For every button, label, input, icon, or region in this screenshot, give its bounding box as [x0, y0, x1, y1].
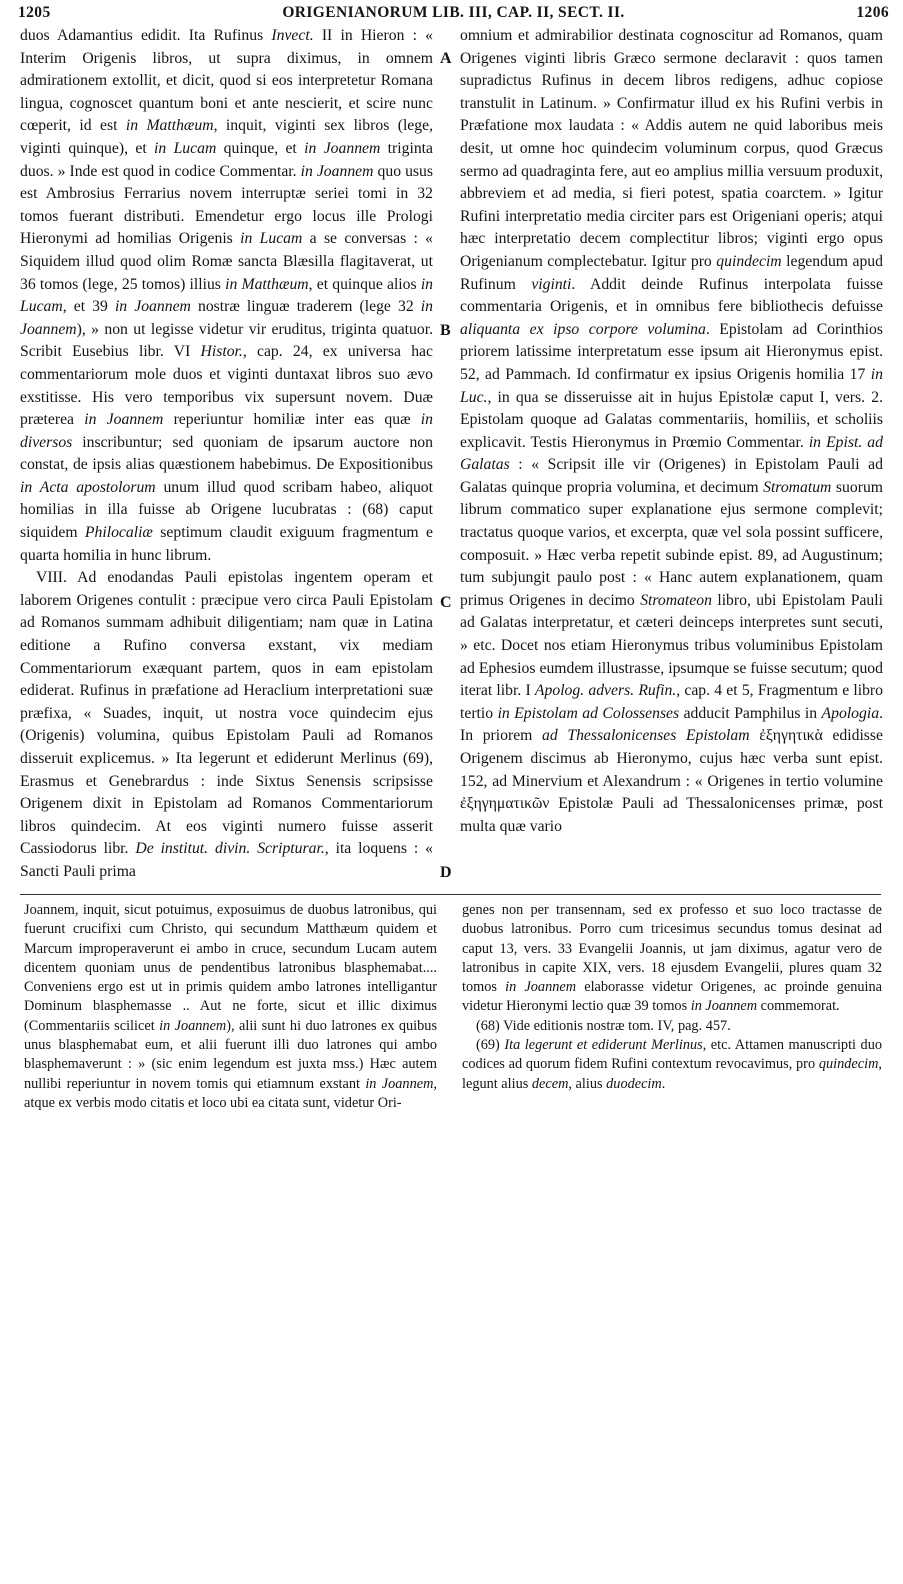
italic-text-run: in Joannem	[365, 1075, 434, 1092]
text-run: legendum apud Rufinum	[460, 252, 883, 293]
text-run: Joannem, inquit, sicut potuimus, exposuimus de duobus latronibus, qui fuerunt crucifixi cum Christo, qui secundum Matthæum quidem et Marcum improperaverunt ei ambo in cruce, secundum Lucam autem dicentem quoniam unus de pendentibus latronibus blasphemabat.... Conveniens ergo est ut in primis quidem ambo latrones intelligantur Dominum blasphemasse .. Aut ne forte, sicut et illic diximus (Commentariis scilicet	[24, 902, 437, 1034]
text-run: . Epistolam ad Corinthios priorem latissime interpretatum esse ipsum ait Hieronymus epist. 52, ad Pammach. Id confirmatur ex ipsius Origenis homilia 17	[460, 320, 883, 383]
text-run: .	[661, 1075, 666, 1092]
text-run: , cap. 4 et 5, Fragmentum e libro tertio	[460, 682, 883, 722]
text-run: , alius	[568, 1075, 607, 1092]
text-run: (68) Vide editionis nostræ tom. IV, pag. 457.	[476, 1017, 731, 1034]
text-run: omnium et admirabilior destinata cognoscitur ad Romanos, quam Origenes viginti libris Græco sermone declaravit : quos tamen supradictus Rufinus in decem libros redigens, adhuc copiose transtulit in Latinum. » Confirmatur illud ex his Rufini verbis in Præfatione mox laudata : « Addis autem ne quid laboribus meis desit, ut omne hoc quindecim voluminum corpus, quod Græcus sermo ad quadraginta fere, aut eo amplius millia versuum produxit, abbreviem et ad media, si fieri potest, spatia coarctem. » Igitur Rufini interpretatio media circiter pars est Origeniani operis; atqui hæc interpretatio decem complectitur libros; viginti ergo opus Origenianum complectebatur. Igitur pro	[460, 27, 883, 270]
italic-text-run: in Epist. ad Galatas	[460, 433, 883, 474]
text-run: adducit Pamphilus in	[679, 704, 822, 722]
page-number-left: 1205	[18, 4, 51, 21]
text-run: VIII. Ad enodandas Pauli epistolas ingentem operam et laborem Origenes contulit : præcipue vero circa Pauli Epistolam ad Romanos summam adhibuit diligentiam; nam quæ in Latina editione a Rufino conversa exstant, vix mediam Commentariorum exæquant partem, quos in eam epistolam ediderat. Rufinus in præfatione ad Heraclium interpretationi suæ præfixa, « Suades, inquit, ut nostra voce quindecim ejus (Origenis) volumina, quibus Epistolam Pauli ad Romanos disseruit explicemus. » Ita legerunt et ediderunt Merlinus (69), Erasmus et Genebrardus : inde Sixtus Senensis scripsisse Origenem dixit in Epistolam ad Romanos Commentariorum libros quindecim. At eos viginti numero fuisse asserit Cassiodorus libr.	[20, 569, 433, 858]
margin-letter-d: D	[440, 864, 452, 881]
text-run: elaborasse videtur Origenes, ac proinde genuina videtur Hieronymi lectio quæ 39 tomos	[462, 979, 882, 1015]
left-column	[20, 25, 433, 884]
italic-text-run: Invect.	[271, 27, 314, 44]
paragraph	[462, 1036, 882, 1094]
paragraph	[20, 25, 433, 567]
footnotes-left-column	[24, 901, 437, 1113]
italic-text-run: Ita legerunt et ediderunt Merlinus	[504, 1037, 703, 1054]
text-run: , cap. 24, ex universa hac commentariorum mole duos et viginti duntaxat libros suo ævo exstitisse. His vero temporibus vix supersunt novem. Duæ præterea	[20, 343, 433, 429]
text-run: ἐξηγητικὰ edidisse Origenem discimus ab Hieronymo, cujus hæc verba sunt epist. 152, ad Minervium et Alexandrum : « Origenes in tertio volumine ἐξηγηματικῶν Epistolæ Pauli ad Thessalonicenses primæ, post multa quæ vario	[460, 727, 883, 835]
paragraph	[20, 567, 433, 883]
italic-text-run: in Acta apostolorum	[20, 478, 156, 496]
italic-text-run: duodecim	[606, 1075, 662, 1092]
italic-text-run: decem	[531, 1075, 569, 1092]
italic-text-run: in diversos	[20, 411, 433, 451]
footnotes-right-column	[462, 901, 882, 1094]
italic-text-run: in Joannem	[84, 411, 164, 429]
italic-text-run: De institut. divin. Scripturar.	[135, 840, 325, 858]
text-run: , legunt alius	[462, 1056, 882, 1092]
italic-text-run: in Joannem	[20, 298, 433, 338]
italic-text-run: Histor.	[200, 343, 243, 361]
text-run: , et quinque alios	[308, 275, 421, 293]
italic-text-run: aliquanta ex ipso corpore volumina	[460, 320, 706, 338]
paragraph	[462, 1017, 882, 1036]
paragraph	[462, 901, 882, 1017]
text-run: unum illud quod scribam habeo, aliquot homilias in illa fuisse ab Origene lucubratas : (68) caput siquidem	[20, 478, 433, 542]
italic-text-run: in Lucam	[240, 230, 303, 248]
running-header	[18, 4, 889, 26]
italic-text-run: in Matthæum	[225, 275, 309, 293]
italic-text-run: in Lucam	[154, 139, 217, 157]
text-run: duos Adamantius edidit. Ita Rufinus	[20, 27, 272, 44]
text-run: quo usus est Ambrosius Ferrarius novem interruptæ seriei tomi in 32 tomos fuerant distributi. Emendetur ergo locus ille Prologi Hieronymi ad homilias Origenis	[20, 162, 433, 248]
text-run: a se conversas : « Siquidem illud quod olim Romæ sancta Blæsilla flagitaverat, ut 36 tomos (lege, 25 tomos) illius	[20, 230, 434, 293]
italic-text-run: in Luc.	[460, 365, 883, 406]
italic-text-run: in Lucam	[20, 275, 434, 316]
italic-text-run: Stromateon	[640, 591, 712, 609]
italic-text-run: in Matthæum	[125, 117, 214, 135]
right-column	[460, 25, 883, 838]
text-run: septimum claudit exiguum fragmentum e quarta homilia in hunc librum.	[20, 524, 433, 564]
text-run: (69)	[476, 1037, 505, 1054]
italic-text-run: in Joannem	[159, 1017, 227, 1034]
paragraph	[460, 25, 883, 838]
text-run: II in Hieron : « Interim Origenis libros, ut supra diximus, in omnem admirationem extollit, et dicit, quod si eos interpretetur Romana lingua, cognoscet quantum boni et ante nescierit, et scire nunc cœperit, id est	[20, 27, 433, 135]
italic-text-run: in Joannem	[114, 298, 191, 316]
italic-text-run: Apolog. advers. Rufin.	[534, 682, 677, 700]
italic-text-run: quindecim	[716, 252, 782, 270]
italic-text-run: Apologia	[821, 704, 880, 722]
italic-text-run: in Joannem	[505, 979, 577, 996]
text-run: , atque ex verbis modo citatis et loco ubi ea citata sunt, videtur Ori-	[24, 1075, 437, 1111]
text-run: triginta duos. » Inde est quod in codice Commentar.	[20, 139, 433, 180]
margin-letter-a: A	[440, 50, 452, 67]
text-run: suorum librum commatico super explanatione ejus sermone complevit; tractatus quoque varios, et excerpta, quæ vel sola possint sufficere, composuit. » Hæc verba repetit subinde epist. 89, ad Augustinum; tum subjungit paulo post : « Hanc autem explanationem, quam primus Origenes in decimo	[460, 478, 883, 609]
text-run: . In priorem	[460, 704, 883, 745]
italic-text-run: in Joannem	[304, 139, 381, 157]
italic-text-run: in Joannem	[690, 998, 758, 1015]
text-run: : « Scripsit ille vir (Origenes) in Epistolam Pauli ad Galatas quinque propria volumina, et decimum	[460, 456, 883, 496]
text-run: . Addit deinde Rufinus interpolata fuisse commentaria Origenis, et in omnibus fere bibliothecis defuisse	[460, 275, 884, 316]
text-run: , etc. Attamen manuscripti duo codices ad quorum fidem Rufini contextum revocavimus, pro	[462, 1037, 882, 1073]
running-title: ORIGENIANORUM LIB. III, CAP. II, SECT. II.	[282, 4, 625, 21]
footnote-divider	[20, 894, 881, 895]
text-run: reperiuntur homiliæ inter eas quæ	[163, 411, 421, 429]
text-run: , inquit, viginti sex libros (lege, viginti quinque), et	[20, 117, 433, 157]
text-run: ), alii sunt hi duo latrones ex quibus unus blasphemabat eum, et alii fuerunt illi duo latrones qui ambo blasphemaverunt : » (sic enim legendum est juxta mss.) Hæc autem nullibi reperiuntur in novem tomis qui etiamnum exstant	[24, 1017, 438, 1092]
italic-text-run: in Epistolam ad Colossenses	[497, 704, 680, 722]
page-number-right: 1206	[856, 4, 889, 21]
italic-text-run: ad Thessalonicenses Epistolam	[542, 727, 750, 745]
margin-letter-c: C	[440, 594, 452, 611]
text-run: , ita loquens : « Sancti Pauli prima	[20, 840, 434, 880]
text-run: libro, ubi Epistolam Pauli ad Galatas interpretatur, et cæteri deinceps interpretes sunt secuti, » etc. Docet nos etiam Hieronymus tribus voluminibus Epistolam ad Ephesios eumdem illustrasse, ipsumque se fuisse secutum; quod iterat libr. I	[460, 591, 883, 700]
margin-letter-b: B	[440, 322, 451, 339]
text-run: commemorat.	[757, 998, 840, 1015]
text-run: , in qua se disseruisse ait in hujus Epistolæ caput I, vers. 2. Epistolam quoque ad Galatas commentariis, homiliis, et scholiis explicavit. Testis Hieronymus in Prœmio Commentar.	[460, 388, 883, 451]
text-run: genes non per transennam, sed ex professo et suo loco tractasse de duobus latronibus. Porro cum tricesimus secundus tomus desinat ad caput 13, vers. 33 Evangelii Joannis, ut jam diximus, agatur vero de latronibus in capite XIX, vers. 18 ejusdem Evangelii, plures quam 32 tomos	[462, 902, 882, 996]
italic-text-run: viginti	[531, 275, 572, 293]
text-run: ), » non ut legisse videtur vir eruditus, triginta quatuor. Scribit Eusebius libr. VI	[20, 320, 433, 361]
text-run: quinque, et	[216, 139, 305, 157]
italic-text-run: Stromatum	[763, 478, 832, 496]
italic-text-run: quindecim	[818, 1056, 879, 1073]
paragraph	[24, 901, 437, 1113]
italic-text-run: Philocaliæ	[84, 524, 153, 542]
text-run: nostræ linguæ traderem (lege 32	[190, 298, 421, 316]
italic-text-run: in Joannem	[300, 162, 374, 180]
text-run: inscribuntur; sed quoniam de ipsarum auctore non constat, de ipsis alias quæstionem habebimus. De Expositionibus	[20, 433, 433, 474]
text-run: , et 39	[62, 298, 115, 316]
